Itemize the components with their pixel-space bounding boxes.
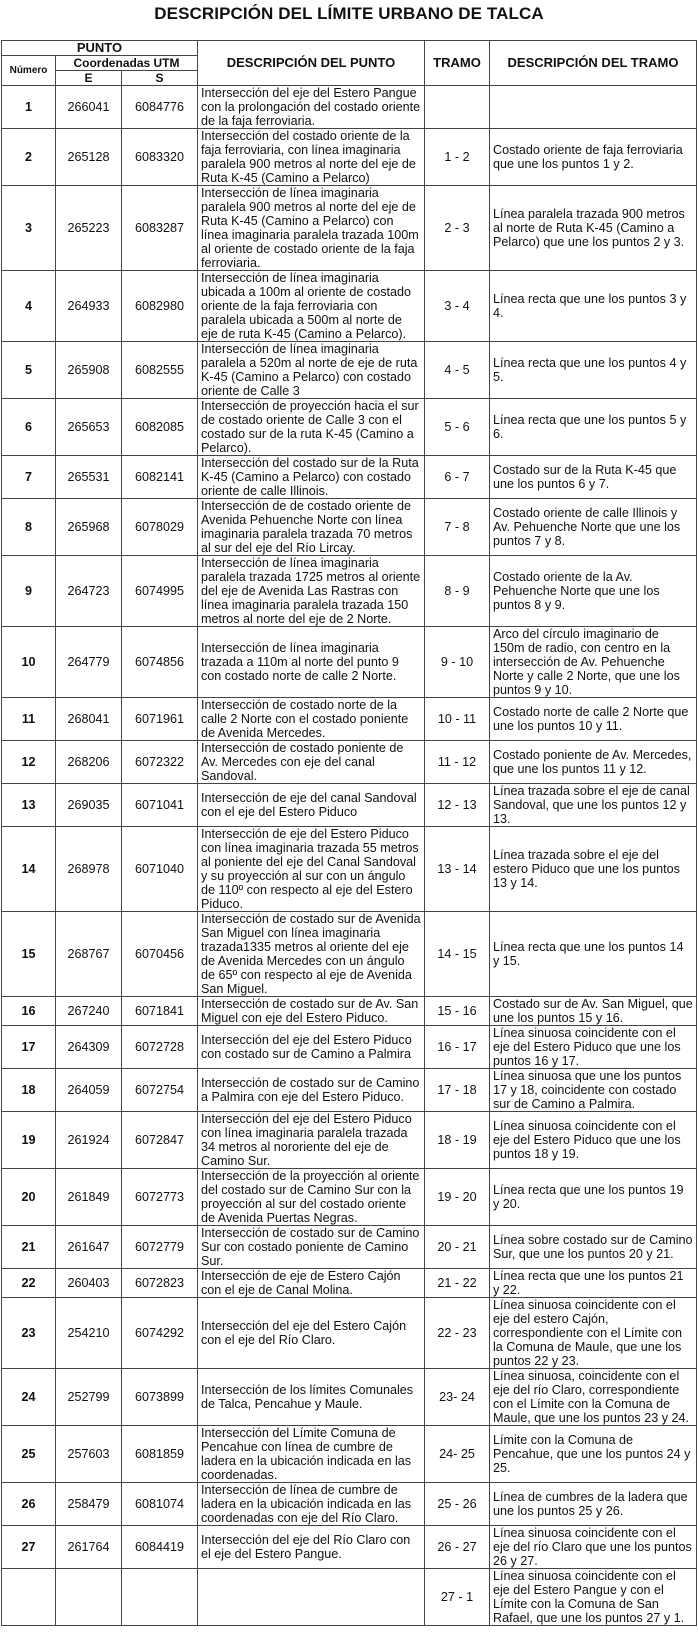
point-number: 16 (2, 997, 56, 1026)
tramo-description: Costado sur de la Ruta K-45 que une los puntos 6 y 7. (490, 456, 697, 499)
tramo: 15 - 16 (425, 997, 490, 1026)
tramo: 13 - 14 (425, 827, 490, 912)
point-description: Intersección de eje de Estero Cajón con el eje de Canal Molina. (198, 1269, 425, 1298)
coord-e: 257603 (56, 1426, 122, 1483)
coord-e: 264059 (56, 1069, 122, 1112)
tramo-description: Costado oriente de faja ferroviaria que une los puntos 1 y 2. (490, 129, 697, 186)
table-row (2, 997, 697, 1026)
tramo: 16 - 17 (425, 1026, 490, 1069)
coord-e: 264309 (56, 1026, 122, 1069)
tramo-description: Línea sinuosa coincidente con el eje del Estero Piduco que une los puntos 16 y 17. (490, 1026, 697, 1069)
tramo-description: Línea recta que une los puntos 5 y 6. (490, 399, 697, 456)
table-row (2, 784, 697, 827)
coord-s: 6070456 (122, 912, 198, 997)
point-description: Intersección de de costado oriente de Avenida Pehuenche Norte con línea imaginaria paralela trazada 70 metros al sur del eje del Río Lircay. (198, 499, 425, 556)
table-row (2, 1426, 697, 1483)
point-number: 26 (2, 1483, 56, 1526)
point-number: 8 (2, 499, 56, 556)
coord-e: 268767 (56, 912, 122, 997)
coord-s: 6083287 (122, 186, 198, 271)
tramo-description: Límite con la Comuna de Pencahue, que une los puntos 24 y 25. (490, 1426, 697, 1483)
tramo-description: Costado oriente de la Av. Pehuenche Norte que une los puntos 8 y 9. (490, 556, 697, 627)
point-description: Intersección de costado norte de la calle 2 Norte con el costado poniente de Avenida Mercedes. (198, 698, 425, 741)
point-description: Intersección de línea imaginaria paralela 900 metros al norte del eje de Ruta K-45 (Camino a Pelarco) con línea imaginaria paralela trazada 100m al oriente de costado oriente de la faja ferroviaria. (198, 186, 425, 271)
coord-s: 6082141 (122, 456, 198, 499)
coord-s: 6071040 (122, 827, 198, 912)
point-description: Intersección de proyección hacia el sur de costado oriente de Calle 3 con el costado sur de la ruta K-45 (Camino a Pelarco). (198, 399, 425, 456)
table-row (2, 827, 697, 912)
point-description: Intersección del eje del Río Claro con el eje del Estero Pangue. (198, 1526, 425, 1569)
tramo-description: Línea recta que une los puntos 21 y 22. (490, 1269, 697, 1298)
tramo: 26 - 27 (425, 1526, 490, 1569)
point-description: Intersección del eje del Estero Piduco con costado sur de Camino a Palmira (198, 1026, 425, 1069)
point-description (198, 1569, 425, 1626)
coord-e: 265908 (56, 342, 122, 399)
point-number: 15 (2, 912, 56, 997)
header-numero: Número (2, 56, 56, 86)
point-description: Intersección de costado sur de Avenida San Miguel con línea imaginaria trazada1335 metros al oriente del eje de Avenida Mercedes con un ángulo de 65º con respecto al eje de Avenida San Miguel. (198, 912, 425, 997)
point-number: 14 (2, 827, 56, 912)
table-row (2, 129, 697, 186)
tramo (425, 86, 490, 129)
point-number: 24 (2, 1369, 56, 1426)
tramo: 24- 25 (425, 1426, 490, 1483)
tramo-description: Línea sinuosa coincidente con el eje del Estero Pangue y con el Límite con la Comuna de San Rafael, que une los puntos 27 y 1. (490, 1569, 697, 1626)
coord-s: 6073899 (122, 1369, 198, 1426)
table-row (2, 1369, 697, 1426)
tramo: 19 - 20 (425, 1169, 490, 1226)
coord-e: 267240 (56, 997, 122, 1026)
coord-s: 6083320 (122, 129, 198, 186)
point-description: Intersección de costado sur de Av. San Miguel con eje del Estero Piduco. (198, 997, 425, 1026)
tramo-description: Línea sobre costado sur de Camino Sur, que une los puntos 20 y 21. (490, 1226, 697, 1269)
coord-s: 6078029 (122, 499, 198, 556)
point-number: 18 (2, 1069, 56, 1112)
coord-e: 261849 (56, 1169, 122, 1226)
coord-s: 6072322 (122, 741, 198, 784)
tramo: 10 - 11 (425, 698, 490, 741)
coord-s: 6082085 (122, 399, 198, 456)
coord-e: 269035 (56, 784, 122, 827)
header-desc-punto: DESCRIPCIÓN DEL PUNTO (198, 41, 425, 86)
coord-s: 6071041 (122, 784, 198, 827)
tramo-description: Línea sinuosa que une los puntos 17 y 18, coincidente con costado sur de Camino a Palmira. (490, 1069, 697, 1112)
point-description: Intersección del Límite Comuna de Pencahue con línea de cumbre de ladera en la ubicación indicada en las coordenadas. (198, 1426, 425, 1483)
point-description: Intersección del costado sur de la Ruta K-45 (Camino a Pelarco) con costado oriente de calle Illinois. (198, 456, 425, 499)
point-number: 7 (2, 456, 56, 499)
table-row (2, 1069, 697, 1112)
header-tramo: TRAMO (425, 41, 490, 86)
tramo: 12 - 13 (425, 784, 490, 827)
tramo-description: Línea de cumbres de la ladera que une los puntos 25 y 26. (490, 1483, 697, 1526)
header-desc-tramo: DESCRIPCIÓN DEL TRAMO (490, 41, 697, 86)
point-number (2, 1569, 56, 1626)
point-description: Intersección de costado sur de Camino a Palmira con eje del Estero Piduco. (198, 1069, 425, 1112)
point-description: Intersección de línea imaginaria paralela a 520m al norte de eje de ruta K-45 (Camino a Pelarco) con costado oriente de Calle 3 (198, 342, 425, 399)
table-row (2, 556, 697, 627)
table-row (2, 1526, 697, 1569)
tramo: 9 - 10 (425, 627, 490, 698)
point-description: Intersección de eje del Estero Piduco con línea imaginaria trazada 55 metros al poniente del eje del Canal Sandoval y su proyección al sur con un ángulo de 110º con respecto al eje del Estero Piduco. (198, 827, 425, 912)
table-row (2, 698, 697, 741)
coord-s: 6074995 (122, 556, 198, 627)
header-s: S (122, 71, 198, 86)
limit-table (1, 40, 697, 1626)
point-number: 5 (2, 342, 56, 399)
tramo-description: Línea sinuosa coincidente con el eje del río Claro que une los puntos 26 y 27. (490, 1526, 697, 1569)
coord-s: 6072754 (122, 1069, 198, 1112)
header-coords: Coordenadas UTM (56, 56, 198, 71)
document-title: DESCRIPCIÓN DEL LÍMITE URBANO DE TALCA (154, 4, 544, 23)
tramo-description: Línea sinuosa coincidente con el eje del Estero Piduco que une los puntos 18 y 19. (490, 1112, 697, 1169)
coord-s: 6082980 (122, 271, 198, 342)
coord-s: 6072773 (122, 1169, 198, 1226)
point-description: Intersección del eje del Estero Cajón con el eje del Río Claro. (198, 1298, 425, 1369)
tramo-description: Costado norte de calle 2 Norte que une los puntos 10 y 11. (490, 698, 697, 741)
coord-s: 6084419 (122, 1526, 198, 1569)
tramo-description (490, 86, 697, 129)
tramo: 21 - 22 (425, 1269, 490, 1298)
coord-e: 261924 (56, 1112, 122, 1169)
tramo-description: Costado oriente de calle Illinois y Av. Pehuenche Norte que une los puntos 7 y 8. (490, 499, 697, 556)
tramo-description: Línea paralela trazada 900 metros al norte de Ruta K-45 (Camino a Pelarco) que une los puntos 2 y 3. (490, 186, 697, 271)
point-description: Intersección de costado sur de Camino Sur con costado poniente de Camino Sur. (198, 1226, 425, 1269)
tramo: 17 - 18 (425, 1069, 490, 1112)
tramo: 5 - 6 (425, 399, 490, 456)
point-number: 20 (2, 1169, 56, 1226)
coord-e: 265968 (56, 499, 122, 556)
coord-e (56, 1569, 122, 1626)
tramo-description: Costado poniente de Av. Mercedes, que une los puntos 11 y 12. (490, 741, 697, 784)
coord-s: 6072779 (122, 1226, 198, 1269)
point-number: 10 (2, 627, 56, 698)
coord-e: 254210 (56, 1298, 122, 1369)
tramo: 7 - 8 (425, 499, 490, 556)
point-number: 11 (2, 698, 56, 741)
tramo: 2 - 3 (425, 186, 490, 271)
table-row (2, 1026, 697, 1069)
table-row (2, 342, 697, 399)
tramo: 18 - 19 (425, 1112, 490, 1169)
tramo-description: Línea sinuosa coincidente con el eje del estero Cajón, correspondiente con el Límite con la Comuna de Maule, que une los puntos 22 y 23. (490, 1298, 697, 1369)
coord-e: 264933 (56, 271, 122, 342)
coord-e: 265531 (56, 456, 122, 499)
tramo-description: Línea recta que une los puntos 19 y 20. (490, 1169, 697, 1226)
point-description: Intersección del eje del Estero Pangue con la prolongación del costado oriente de la faja ferroviaria. (198, 86, 425, 129)
point-number: 13 (2, 784, 56, 827)
coord-e: 266041 (56, 86, 122, 129)
tramo-description: Línea recta que une los puntos 3 y 4. (490, 271, 697, 342)
coord-e: 258479 (56, 1483, 122, 1526)
point-number: 21 (2, 1226, 56, 1269)
tramo: 25 - 26 (425, 1483, 490, 1526)
table-row (2, 86, 697, 129)
tramo: 4 - 5 (425, 342, 490, 399)
point-number: 2 (2, 129, 56, 186)
point-description: Intersección de costado poniente de Av. Mercedes con eje del canal Sandoval. (198, 741, 425, 784)
point-description: Intersección de línea de cumbre de ladera en la ubicación indicada en las coordenadas con eje del Río Claro. (198, 1483, 425, 1526)
tramo: 27 - 1 (425, 1569, 490, 1626)
table-row (2, 499, 697, 556)
table-row (2, 456, 697, 499)
point-description: Intersección de los límites Comunales de Talca, Pencahue y Maule. (198, 1369, 425, 1426)
coord-e: 264723 (56, 556, 122, 627)
tramo: 1 - 2 (425, 129, 490, 186)
coord-s: 6071961 (122, 698, 198, 741)
point-number: 1 (2, 86, 56, 129)
tramo: 23- 24 (425, 1369, 490, 1426)
table-row (2, 1112, 697, 1169)
tramo: 3 - 4 (425, 271, 490, 342)
coord-e: 252799 (56, 1369, 122, 1426)
header-e: E (56, 71, 122, 86)
header-punto: PUNTO (2, 41, 198, 56)
coord-e: 265128 (56, 129, 122, 186)
coord-e: 261647 (56, 1226, 122, 1269)
tramo-description: Costado sur de Av. San Miguel, que une los puntos 15 y 16. (490, 997, 697, 1026)
coord-e: 265653 (56, 399, 122, 456)
table-row (2, 1569, 697, 1626)
tramo-description: Línea trazada sobre el eje del estero Piduco que une los puntos 13 y 14. (490, 827, 697, 912)
point-description: Intersección de línea imaginaria ubicada a 100m al oriente de costado oriente de la faja ferroviaria con paralela ubicada a 500m al norte de eje de ruta K-45 (Camino a Pelarco). (198, 271, 425, 342)
tramo: 6 - 7 (425, 456, 490, 499)
table-row (2, 627, 697, 698)
coord-s: 6072847 (122, 1112, 198, 1169)
coord-s: 6072823 (122, 1269, 198, 1298)
point-description: Intersección de línea imaginaria paralela trazada 1725 metros al oriente del eje de Avenida Las Rastras con línea imaginaria paralela trazada 150 metros al norte del eje de 2 Norte. (198, 556, 425, 627)
coord-e: 268978 (56, 827, 122, 912)
point-number: 22 (2, 1269, 56, 1298)
table-row (2, 1298, 697, 1369)
coord-s: 6074856 (122, 627, 198, 698)
coord-s: 6082555 (122, 342, 198, 399)
tramo-description: Línea recta que une los puntos 14 y 15. (490, 912, 697, 997)
point-number: 6 (2, 399, 56, 456)
tramo: 20 - 21 (425, 1226, 490, 1269)
point-description: Intersección del eje del Estero Piduco con línea imaginaria paralela trazada 34 metros al nororiente del eje de Camino Sur. (198, 1112, 425, 1169)
point-number: 4 (2, 271, 56, 342)
coord-s: 6081074 (122, 1483, 198, 1526)
coord-s (122, 1569, 198, 1626)
coord-s: 6072728 (122, 1026, 198, 1069)
table-row (2, 399, 697, 456)
coord-e: 268206 (56, 741, 122, 784)
table-row (2, 1226, 697, 1269)
tramo: 8 - 9 (425, 556, 490, 627)
tramo-description: Línea trazada sobre el eje de canal Sandoval, que une los puntos 12 y 13. (490, 784, 697, 827)
point-description: Intersección de la proyección al oriente del costado sur de Camino Sur con la proyección al sur del costado oriente de Avenida Puertas Negras. (198, 1169, 425, 1226)
point-description: Intersección del costado oriente de la faja ferroviaria, con línea imaginaria paralela 900 metros al norte del eje de Ruta K-45 (Camino a Pelarco) (198, 129, 425, 186)
coord-e: 260403 (56, 1269, 122, 1298)
tramo-description: Arco del círculo imaginario de 150m de radio, con centro en la intersección de Av. Pehuenche Norte y calle 2 Norte, que une los puntos 9 y 10. (490, 627, 697, 698)
coord-s: 6074292 (122, 1298, 198, 1369)
point-number: 12 (2, 741, 56, 784)
point-description: Intersección de línea imaginaria trazada a 110m al norte del punto 9 con costado norte de calle 2 Norte. (198, 627, 425, 698)
coord-s: 6071841 (122, 997, 198, 1026)
table-row (2, 271, 697, 342)
point-number: 19 (2, 1112, 56, 1169)
coord-e: 268041 (56, 698, 122, 741)
coord-e: 264779 (56, 627, 122, 698)
coord-e: 261764 (56, 1526, 122, 1569)
coord-s: 6084776 (122, 86, 198, 129)
point-number: 25 (2, 1426, 56, 1483)
table-row (2, 1483, 697, 1526)
table-row (2, 186, 697, 271)
table-row (2, 741, 697, 784)
point-number: 23 (2, 1298, 56, 1369)
point-number: 17 (2, 1026, 56, 1069)
point-number: 9 (2, 556, 56, 627)
tramo-description: Línea sinuosa, coincidente con el eje del río Claro, correspondiente con el Límite con la Comuna de Maule, que une los puntos 23 y 24. (490, 1369, 697, 1426)
tramo-description: Línea recta que une los puntos 4 y 5. (490, 342, 697, 399)
tramo: 22 - 23 (425, 1298, 490, 1369)
coord-s: 6081859 (122, 1426, 198, 1483)
table-row (2, 912, 697, 997)
point-number: 27 (2, 1526, 56, 1569)
tramo: 14 - 15 (425, 912, 490, 997)
coord-e: 265223 (56, 186, 122, 271)
point-description: Intersección de eje del canal Sandoval con el eje del Estero Piduco (198, 784, 425, 827)
tramo: 11 - 12 (425, 741, 490, 784)
point-number: 3 (2, 186, 56, 271)
table-row (2, 1269, 697, 1298)
table-row (2, 1169, 697, 1226)
